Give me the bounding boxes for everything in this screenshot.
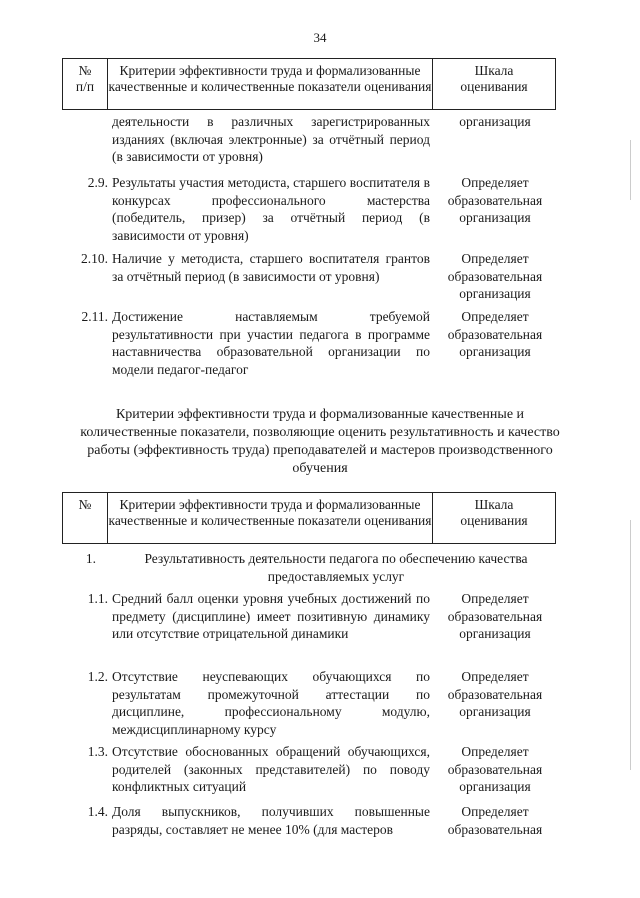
section-heading: Критерии эффективности труда и формализованные качественные и количественные показатели, позволяющие оценить результативность и качество работы (эффективность труда) преподавателей и мастеров производственного обучения <box>80 407 560 476</box>
row-scale: Определяет образовательная организация <box>447 251 543 301</box>
row-num: 2.10. <box>81 251 108 266</box>
page-number: 34 <box>313 30 327 45</box>
row-scale: Определяет образовательная организация <box>447 175 543 225</box>
scan-edge <box>630 140 631 200</box>
row-num: 1.1. <box>87 591 108 606</box>
header-criteria: Критерии эффективности труда и формализованные качественные и количественные показатели оценивания <box>108 493 433 543</box>
row-num: 2.9. <box>87 175 108 190</box>
table-header <box>62 58 556 110</box>
header-scale: Шкала оценивания <box>460 497 528 528</box>
header-scale: Шкала оценивания <box>460 63 528 94</box>
header-num: № <box>63 493 108 543</box>
section-num: 1. <box>85 551 96 566</box>
row-text: Наличие у методиста, старшего воспитателя грантов за отчётный период (в зависимости от уровня) <box>112 251 430 284</box>
row-num: 1.3. <box>87 744 108 759</box>
row-text: Отсутствие неуспевающих обучающихся по результатам промежуточной аттестации по дисциплине, профессиональному модулю, междисциплинарному курсу <box>112 669 430 737</box>
header-num: № п/п <box>63 59 108 109</box>
row-num: 2.11. <box>81 309 108 324</box>
row-scale: Определяет образовательная организация <box>447 744 543 794</box>
row-text: Средний балл оценки уровня учебных достижений по предмету (дисциплине) имеет позитивную динамику или отсутствие отрицательной динамики <box>112 591 430 641</box>
row-text: деятельности в различных зарегистрированных изданиях (включая электронные) за отчётный период (в зависимости от уровня) <box>112 114 430 164</box>
header-criteria: Критерии эффективности труда и формализованные качественные и количественные показатели оценивания <box>108 59 433 109</box>
row-scale: Определяет образовательная организация <box>447 669 543 719</box>
row-text: Достижение наставляемым требуемой результативности при участии педагога в программе наставничества образовательной организации по модели педагог-педагог <box>112 309 430 377</box>
row-num: 1.2. <box>87 669 108 684</box>
scan-edge <box>630 520 631 770</box>
row-num: 1.4. <box>87 804 108 819</box>
table-header <box>62 492 556 544</box>
row-text: Результаты участия методиста, старшего воспитателя в конкурсах профессионального мастерства (победитель, призер) за отчётный период (в зависимости от уровня) <box>112 175 430 243</box>
row-scale: Определяет образовательная <box>447 804 543 837</box>
row-text: Отсутствие обоснованных обращений обучающихся, родителей (законных представителей) по поводу конфликтных ситуаций <box>112 744 430 794</box>
row-scale: Определяет образовательная организация <box>447 309 543 359</box>
row-text: Доля выпускников, получивших повышенные разряды, составляет не менее 10% (для мастеров <box>112 804 430 837</box>
section-title: Результативность деятельности педагога по обеспечению качества предоставляемых услуг <box>144 551 528 584</box>
row-scale: Определяет образовательная организация <box>447 591 543 641</box>
row-scale: организация <box>459 114 531 129</box>
